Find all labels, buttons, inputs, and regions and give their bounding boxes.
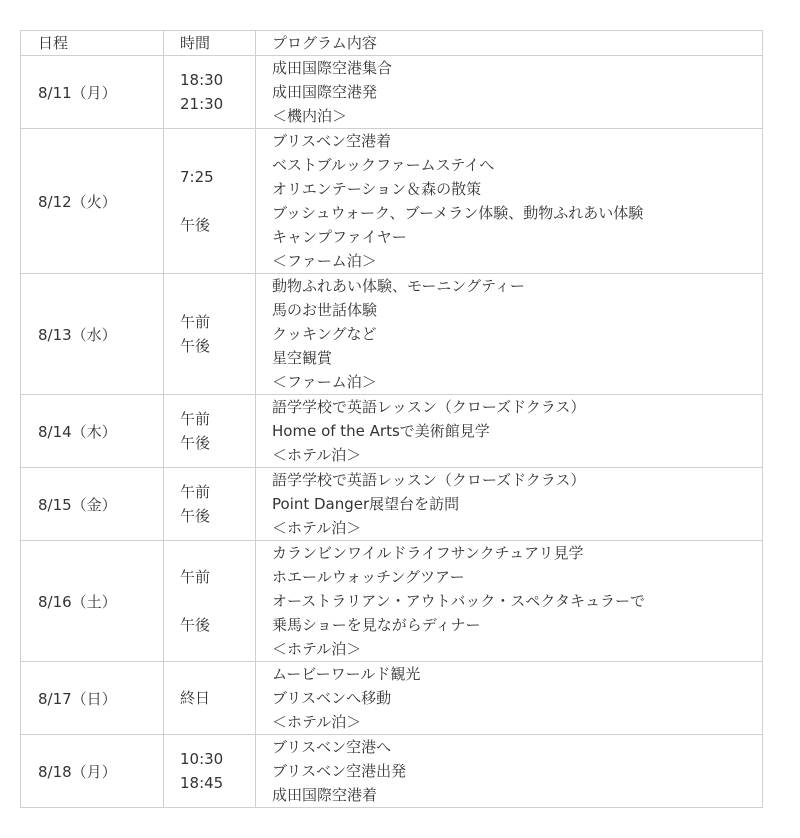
- date-cell: [21, 395, 164, 468]
- date-text: 8/16（土）: [38, 592, 117, 611]
- program-line: オリエンテーション＆森の散策: [272, 180, 482, 198]
- program-line: 乗馬ショーを見ながらディナー: [272, 616, 481, 634]
- table-row: [21, 468, 763, 541]
- program-cell: [256, 395, 763, 468]
- program-line: ＜ホテル泊＞: [272, 713, 362, 731]
- time-text: 7:25: [180, 168, 214, 186]
- program-line: 成田国際空港着: [272, 786, 378, 804]
- time-text: 18:30: [180, 71, 224, 89]
- table-row: [21, 129, 763, 274]
- program-line: 星空観賞: [272, 349, 333, 367]
- time-spacer: [180, 189, 255, 213]
- program-line: ブリスベンへ移動: [272, 689, 392, 707]
- header-date: 日程: [21, 31, 164, 56]
- time-cell: [164, 129, 256, 274]
- program-line: 語学学校で英語レッスン（クローズドクラス）: [272, 398, 586, 416]
- date-text: 8/11（月）: [38, 83, 117, 102]
- time-text: 午前: [180, 410, 211, 428]
- time-text: 午前: [180, 313, 211, 331]
- date-text: 8/17（日）: [38, 689, 117, 708]
- time-cell: [164, 56, 256, 129]
- program-cell: [256, 129, 763, 274]
- table-header-row: [21, 31, 763, 56]
- time-cell: [164, 274, 256, 395]
- program-line: 動物ふれあい体験、モーニングティー: [272, 277, 525, 295]
- time-text: 午後: [180, 337, 211, 355]
- table-row: [21, 395, 763, 468]
- date-cell: [21, 662, 164, 735]
- table-row: [21, 735, 763, 808]
- table-row: [21, 274, 763, 395]
- program-line: オーストラリアン・アウトバック・スペクタキュラーで: [272, 592, 646, 610]
- time-spacer: [180, 589, 255, 613]
- program-line: 成田国際空港集合: [272, 59, 393, 77]
- date-cell: [21, 129, 164, 274]
- time-text: 21:30: [180, 95, 224, 113]
- time-text: 終日: [180, 689, 211, 707]
- table-row: [21, 56, 763, 129]
- program-line: ホエールウォッチングツアー: [272, 568, 465, 586]
- program-cell: [256, 662, 763, 735]
- program-cell: [256, 541, 763, 662]
- program-line: ベストブルックファームステイへ: [272, 156, 495, 174]
- program-line: ブッシュウォーク、ブーメラン体験、動物ふれあい体験: [272, 204, 644, 222]
- time-text: 午後: [180, 434, 211, 452]
- program-line: 成田国際空港発: [272, 83, 378, 101]
- program-line: 馬のお世話体験: [272, 301, 378, 319]
- date-cell: [21, 56, 164, 129]
- date-cell: [21, 274, 164, 395]
- program-line: ムービーワールド観光: [272, 665, 421, 683]
- time-cell: [164, 662, 256, 735]
- date-cell: [21, 468, 164, 541]
- time-cell: [164, 395, 256, 468]
- program-cell: [256, 274, 763, 395]
- itinerary-table: [20, 30, 763, 808]
- program-cell: [256, 56, 763, 129]
- program-line: カランビンワイルドライフサンクチュアリ見学: [272, 544, 584, 562]
- program-line: ＜ファーム泊＞: [272, 252, 377, 270]
- table-row: [21, 541, 763, 662]
- time-text: 午後: [180, 616, 211, 634]
- program-line: ＜ホテル泊＞: [272, 446, 362, 464]
- header-time: 時間: [164, 31, 256, 56]
- program-line: Home of the Artsで美術館見学: [272, 422, 490, 440]
- time-text: 午前: [180, 568, 211, 586]
- program-line: Point Danger展望台を訪問: [272, 495, 460, 513]
- program-line: ＜ホテル泊＞: [272, 519, 362, 537]
- date-text: 8/12（火）: [38, 192, 117, 211]
- program-line: ＜ファーム泊＞: [272, 373, 377, 391]
- program-cell: [256, 735, 763, 808]
- program-line: クッキングなど: [272, 325, 377, 343]
- time-cell: [164, 735, 256, 808]
- header-program: プログラム内容: [256, 31, 763, 56]
- program-line: キャンプファイヤー: [272, 228, 407, 246]
- time-cell: [164, 468, 256, 541]
- date-text: 8/18（月）: [38, 762, 117, 781]
- program-line: ブリスベン空港へ: [272, 738, 392, 756]
- program-line: ＜ホテル泊＞: [272, 640, 362, 658]
- time-text: 午前: [180, 483, 211, 501]
- date-cell: [21, 735, 164, 808]
- time-text: 午後: [180, 216, 211, 234]
- program-line: 語学学校で英語レッスン（クローズドクラス）: [272, 471, 586, 489]
- date-text: 8/15（金）: [38, 495, 117, 514]
- itinerary-body: [21, 56, 763, 808]
- program-line: ブリスベン空港出発: [272, 762, 407, 780]
- date-text: 8/13（水）: [38, 325, 117, 344]
- program-cell: [256, 468, 763, 541]
- time-text: 午後: [180, 507, 211, 525]
- time-text: 10:30: [180, 750, 224, 768]
- date-text: 8/14（木）: [38, 422, 117, 441]
- table-row: [21, 662, 763, 735]
- time-cell: [164, 541, 256, 662]
- program-line: ブリスベン空港着: [272, 132, 392, 150]
- date-cell: [21, 541, 164, 662]
- program-line: ＜機内泊＞: [272, 107, 348, 125]
- time-text: 18:45: [180, 774, 224, 792]
